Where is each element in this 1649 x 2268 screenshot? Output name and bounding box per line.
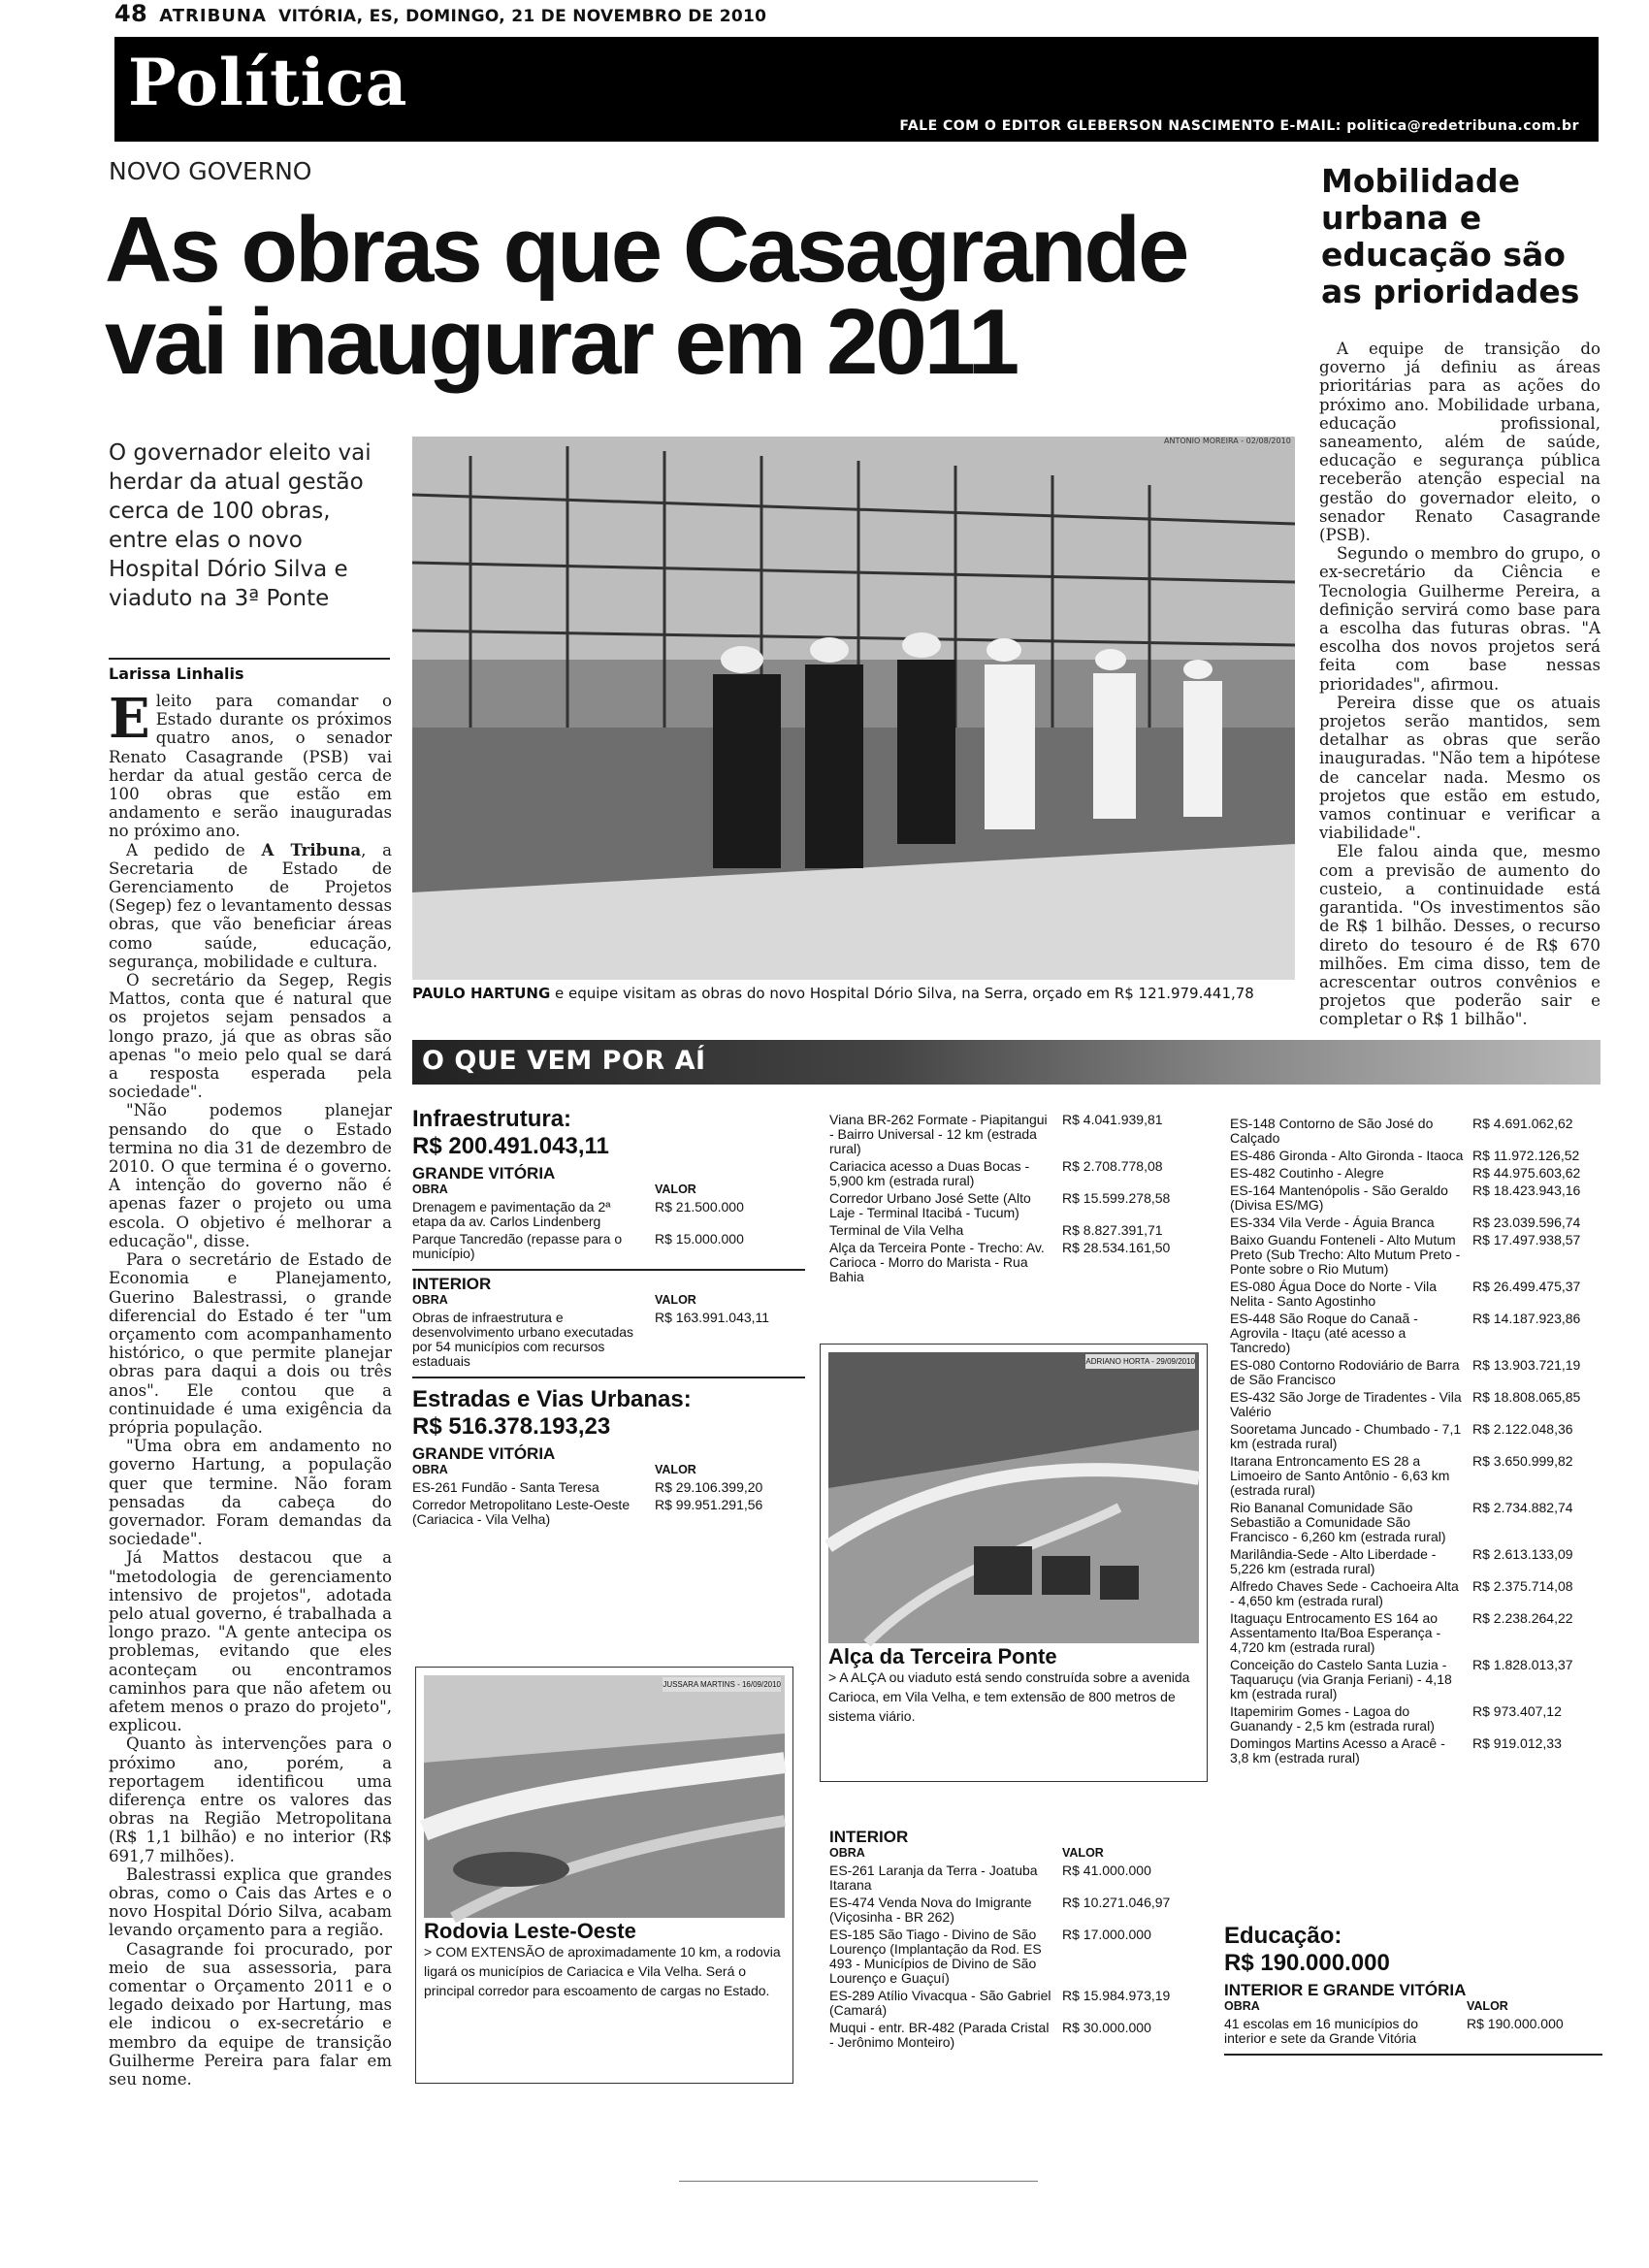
obra-cell: Terminal de Vila Velha [829, 1222, 964, 1238]
table-header [829, 1846, 1188, 1861]
table-row [1230, 1501, 1608, 1544]
table-row [412, 1200, 805, 1229]
table-row [1230, 1183, 1608, 1213]
roads-table-continued [829, 1110, 1188, 1284]
valor-cell: R$ 17.497.938,57 [1472, 1232, 1581, 1247]
valor-cell: R$ 23.039.596,74 [1472, 1215, 1581, 1230]
highway-illustration [424, 1675, 785, 1918]
table-header [1224, 1999, 1602, 2014]
obra-cell: ES-080 Contorno Rodoviário de Barra de São Francisco [1230, 1357, 1460, 1387]
article-paragraph [109, 687, 392, 841]
divider [412, 1269, 805, 1271]
table-row [1224, 2017, 1602, 2046]
valor-header: VALOR [655, 1183, 696, 1196]
article-paragraph: Casagrande foi procurado, por meio de sua assessoria, para comentar o Orçamento 2011 e o legado deixado por Hartung, mas ele indicou o ex-secretário e membro da equipe de transição Guilherme Pereira para falar em seu nome. [109, 1939, 392, 2090]
table-row [1230, 1312, 1608, 1355]
obra-cell: Alfredo Chaves Sede - Cachoeira Alta - 4,650 km (estrada rural) [1230, 1578, 1459, 1608]
table-row [412, 1311, 805, 1369]
obra-cell: Muqui - entr. BR-482 (Parada Cristal - Jerônimo Monteiro) [829, 2020, 1050, 2050]
sidebar-paragraph: A equipe de transição do governo já definiu as áreas prioritárias para as ações do próximo ano. Mobilidade urbana, educação profissional, saneamento, além de saúde, educação e segurança pública receberão atenção especial na gestão do governador eleito, o senador Renato Casagrande (PSB). [1319, 340, 1600, 545]
obra-cell: Rio Bananal Comunidade São Sebastião a Comunidade São Francisco - 6,260 km (estrada rural) [1230, 1500, 1446, 1544]
category-total: R$ 200.491.043,11 [412, 1133, 609, 1159]
obra-cell: Itapemirim Gomes - Lagoa do Guanandy - 2,5 km (estrada rural) [1230, 1703, 1435, 1733]
obra-header: OBRA [829, 1846, 865, 1860]
drop-cap: E [109, 687, 150, 751]
valor-cell: R$ 8.827.391,71 [1062, 1222, 1163, 1238]
article-paragraph: Para o secretário de Estado de Economia e Planejamento, Guerino Balestrassi, o grande diferencial do Estado é ter "um orçamento com acompanhamento histórico, o que permite planejar obras para daqui a dois ou três anos". Ele contou que a continuidade é uma exigência da própria população. [109, 1250, 392, 1437]
category-title: Educação: [1224, 1923, 1342, 1949]
section-bar-title: O QUE VEM POR AÍ [422, 1046, 706, 1076]
article-paragraph: "Não podemos planejar pensando do que o Estado termina no dia 31 de dezembro de 2010. O que termina é o governo. A intenção do governo não é apenas fazer o projeto ou uma escola. O objetivo é melhorar a educação", disse. [109, 1101, 392, 1250]
education-table [1224, 1923, 1602, 2056]
newspaper-mention: A Tribuna [261, 839, 362, 859]
table-row [829, 2021, 1188, 2050]
valor-cell: R$ 2.122.048,36 [1472, 1421, 1573, 1437]
category-total: R$ 516.378.193,23 [412, 1413, 611, 1440]
valor-cell: R$ 190.000.000 [1467, 2016, 1564, 2031]
valor-cell: R$ 2.613.133,09 [1472, 1546, 1573, 1562]
byline: Larissa Linhalis [109, 658, 390, 683]
obra-header: OBRA [412, 1463, 448, 1476]
table-row [412, 1498, 805, 1527]
obra-cell: ES-185 São Tiago - Divino de São Lourenço (Implantação da Rod. ES 493 - Municípios de Divino de São Lourenço e Guaçuí) [829, 1927, 1042, 1986]
table-header [412, 1293, 805, 1308]
table-row [829, 1895, 1188, 1925]
valor-cell: R$ 919.012,33 [1472, 1735, 1562, 1751]
article-paragraph: Já Mattos destacou que a "metodologia de gerenciamento intensivo de projetos", adotada pelo atual governo, é trabalhada a longo prazo. "A gente antecipa os problemas, evitando que eles aconteçam ou encontramos caminhos para que não afetem ou afetem menos o prazo do projeto", explicou. [109, 1548, 392, 1735]
obra-cell: ES-482 Coutinho - Alegre [1230, 1165, 1384, 1181]
obra-cell: Alça da Terceira Ponte - Trecho: Av. Carioca - Morro do Marista - Rua Bahia [829, 1240, 1045, 1284]
obra-cell: ES-474 Venda Nova do Imigrante (Viçosinha - BR 262) [829, 1895, 1032, 1925]
table-header [412, 1183, 805, 1197]
table-row [1230, 1215, 1608, 1230]
roads-interior-rows-2 [1230, 1117, 1608, 1766]
construction-site-illustration [412, 437, 1295, 980]
valor-cell: R$ 15.984.973,19 [1062, 1988, 1171, 2003]
table-row [1230, 1149, 1608, 1163]
table-row [1230, 1547, 1608, 1576]
region-label: INTERIOR [412, 1275, 492, 1293]
obra-cell: ES-080 Água Doce do Norte - Vila Nelita - Santo Agostinho [1230, 1279, 1437, 1309]
caption-lead: PAULO HARTUNG [412, 985, 551, 1002]
obra-cell: Drenagem e pavimentação da 2ª etapa da av. Carlos Lindenberg [412, 1199, 611, 1229]
editor-contact: FALE COM O EDITOR GLEBERSON NASCIMENTO E-MAIL: politica@redetribuna.com.br [899, 118, 1579, 134]
caption-text: e equipe visitam as obras do novo Hospital Dório Silva, na Serra, orçado em R$ 121.979.441,78 [550, 985, 1254, 1002]
valor-cell: R$ 28.534.161,50 [1062, 1240, 1171, 1255]
page-folio [114, 0, 767, 27]
article-paragraph: "Uma obra em andamento no governo Hartung, a população quer que termine. Não foram pensadas da cabeça do governador. Foram demandas da sociedade". [109, 1437, 392, 1549]
table-header [412, 1463, 805, 1477]
table-row [1230, 1454, 1608, 1498]
valor-cell: R$ 29.106.399,20 [655, 1479, 763, 1495]
table-row [1230, 1736, 1608, 1766]
category-total: R$ 190.000.000 [1224, 1950, 1390, 1976]
obra-cell: 41 escolas em 16 municípios do interior e sete da Grande Vitória [1224, 2016, 1418, 2046]
page-number: 48 [114, 0, 147, 27]
obra-cell: Sooretama Juncado - Chumbado - 7,1 km (estrada rural) [1230, 1421, 1462, 1451]
table-row [1230, 1658, 1608, 1701]
table-row [1230, 1117, 1608, 1146]
page-footer-rule [679, 2181, 1038, 2182]
valor-cell: R$ 15.000.000 [655, 1231, 744, 1247]
table-row [829, 1989, 1188, 2018]
education-rows [1224, 2017, 1602, 2046]
section-bar [412, 1040, 1600, 1085]
table-row [829, 1159, 1188, 1188]
divider [412, 1377, 805, 1378]
main-article-body [109, 687, 392, 2090]
obra-cell: Parque Tancredão (repasse para o município) [412, 1231, 623, 1261]
rodovia-photo-box [415, 1667, 793, 2084]
valor-cell: R$ 4.691.062,62 [1472, 1116, 1573, 1131]
valor-cell: R$ 2.238.264,22 [1472, 1610, 1573, 1626]
valor-header: VALOR [1062, 1846, 1104, 1860]
table-row [1230, 1579, 1608, 1608]
rodovia-photo [424, 1675, 785, 1918]
obra-cell: Conceição do Castelo Santa Luzia - Taquaruçu (via Granja Feriani) - 4,18 km (estrada rural) [1230, 1657, 1452, 1701]
paragraph-text: A pedido de [126, 840, 262, 859]
valor-cell: R$ 1.828.013,37 [1472, 1657, 1573, 1672]
sidebar-paragraph: Ele falou ainda que, mesmo com a previsão de aumento do custeio, a continuidade está garantida. "Os investimentos são de R$ 1 bilhão. Desses, o recurso direto do tesouro é de R$ 670 milhões. Em cima disso, tem de acrescentar outros convênios e projetos que poderão sair e completar o R$ 1 bilhão". [1319, 842, 1600, 1029]
obra-header: OBRA [412, 1293, 448, 1307]
sidebar-paragraph: Pereira disse que os atuais projetos serão mantidos, sem detalhar as obras que serão inauguradas. "Não tem a hipótese de cancelar nada. Mesmo os projetos que estão em estudo, vamos continuar e verificar a viabilidade". [1319, 693, 1600, 843]
table-row [1230, 1233, 1608, 1277]
table-row [829, 1241, 1188, 1284]
table-row [1230, 1358, 1608, 1387]
valor-cell: R$ 973.407,12 [1472, 1703, 1562, 1719]
obra-cell: Viana BR-262 Formate - Piapitangui - Bairro Universal - 12 km (estrada rural) [829, 1112, 1048, 1156]
table-row [412, 1232, 805, 1261]
valor-header: VALOR [655, 1463, 696, 1476]
table-row [1230, 1280, 1608, 1309]
region-label: INTERIOR [829, 1828, 909, 1846]
kicker: NOVO GOVERNO [109, 157, 312, 185]
headline: As obras que Casagrande vai inaugurar em 2011 [105, 198, 1187, 394]
obra-cell: ES-334 Vila Verde - Águia Branca [1230, 1215, 1435, 1230]
roads-gv-rows-2 [829, 1113, 1188, 1284]
photo-credit: JUSSARA MARTINS - 16/09/2010 [663, 1677, 781, 1692]
valor-cell: R$ 44.975.603,62 [1472, 1165, 1581, 1181]
table-row [1230, 1166, 1608, 1181]
roads-interior-table [829, 1824, 1188, 2050]
roads-interior-table-2 [1230, 1114, 1608, 1766]
valor-cell: R$ 17.000.000 [1062, 1927, 1151, 1942]
valor-cell: R$ 13.903.721,19 [1472, 1357, 1581, 1373]
alca-photo-box [820, 1344, 1208, 1782]
infra-interior-rows [412, 1311, 805, 1369]
table-row [412, 1480, 805, 1495]
valor-cell: R$ 41.000.000 [1062, 1863, 1151, 1878]
table-row [1230, 1704, 1608, 1733]
obra-cell: Cariacica acesso a Duas Bocas - 5,900 km (estrada rural) [829, 1158, 1030, 1188]
category-title: Infraestrutura: [412, 1106, 572, 1132]
valor-cell: R$ 18.808.065,85 [1472, 1389, 1581, 1405]
obra-cell: Itaguaçu Entrocamento ES 164 ao Assentamento Ita/Boa Esperança - 4,720 km (estrada rural) [1230, 1610, 1441, 1655]
valor-cell: R$ 4.041.939,81 [1062, 1112, 1163, 1127]
sidebar-paragraph: Segundo o membro do grupo, o ex-secretário da Ciência e Tecnologia Guilherme Pereira, a definição servirá como base para a escolha das futuras obras. "A escolha dos novos projetos será feita com base nessas prioridades", afirmou. [1319, 544, 1600, 694]
table-row [829, 1863, 1188, 1893]
valor-cell: R$ 21.500.000 [655, 1199, 744, 1215]
obra-cell: Corredor Urbano José Sette (Alto Laje - Terminal Itacibá - Tucum) [829, 1190, 1031, 1220]
valor-cell: R$ 18.423.943,16 [1472, 1183, 1581, 1198]
obra-cell: Domingos Martins Acesso a Aracê - 3,8 km (estrada rural) [1230, 1735, 1445, 1766]
valor-cell: R$ 2.734.882,74 [1472, 1500, 1573, 1515]
obra-cell: ES-432 São Jorge de Tiradentes - Vila Valério [1230, 1389, 1462, 1419]
valor-cell: R$ 14.187.923,86 [1472, 1311, 1581, 1326]
photo-description-text: A ALÇA ou viaduto está sendo construída sobre a avenida Carioca, em Vila Velha, e tem extensão de 800 metros de sistema viário. [828, 1669, 1190, 1724]
table-row [829, 1223, 1188, 1238]
article-paragraph: Quanto às intervenções para o próximo ano, porém, a reportagem identificou uma diferença entre os valores das obras na Região Metropolitana (R$ 1,1 bilhão) e no interior (R$ 691,7 milhões). [109, 1734, 392, 1865]
obra-cell: ES-289 Atílio Vivacqua - São Gabriel (Camará) [829, 1988, 1051, 2018]
viaduct-aerial-illustration [828, 1352, 1199, 1643]
table-row [1230, 1422, 1608, 1451]
category-title: Estradas e Vias Urbanas: [412, 1386, 692, 1412]
sidebar-headline: Mobilidade urbana e educação são as prioridades [1321, 162, 1580, 310]
alca-photo [828, 1352, 1199, 1643]
table-row [829, 1191, 1188, 1220]
roads-gv-rows [412, 1480, 805, 1527]
photo-description: > COM EXTENSÃO de aproximadamente 10 km, a rodovia ligará os municípios de Cariacica e Vila Velha. Será o principal corredor para escoamento de cargas no Estado. [424, 1944, 781, 1998]
region-label: GRANDE VITÓRIA [412, 1164, 556, 1183]
obra-cell: ES-261 Laranja da Terra - Joatuba Itarana [829, 1863, 1038, 1893]
obra-header: OBRA [412, 1183, 448, 1196]
valor-cell: R$ 30.000.000 [1062, 2020, 1151, 2035]
infrastructure-table [412, 1106, 805, 1527]
obra-cell: ES-164 Mantenópolis - São Geraldo (Divisa ES/MG) [1230, 1183, 1448, 1213]
valor-cell: R$ 11.972.126,52 [1472, 1148, 1580, 1163]
paragraph-text: leito para comandar o Estado durante os próximos quatro anos, o senador Renato Casagrande (PSB) vai herdar da atual gestão cerca de 100 obras que estão em andamento e serão inauguradas no próximo ano. [109, 692, 392, 841]
photo-credit: ADRIANO HORTA - 29/09/2010 [1085, 1354, 1195, 1369]
region-label: INTERIOR E GRANDE VITÓRIA [1224, 1981, 1467, 1999]
obra-cell: ES-448 São Roque do Canaã - Agrovila - Itaçu (até acesso a Tancredo) [1230, 1311, 1418, 1355]
photo-description: > A ALÇA ou viaduto está sendo construída sobre a avenida Carioca, em Vila Velha, e tem extensão de 800 metros de sistema viário. [828, 1669, 1190, 1724]
divider [1224, 2054, 1602, 2056]
obra-cell: ES-148 Contorno de São José do Calçado [1230, 1116, 1434, 1146]
valor-cell: R$ 163.991.043,11 [655, 1310, 770, 1325]
photo-title: Rodovia Leste-Oeste [424, 1919, 636, 1943]
valor-cell: R$ 26.499.475,37 [1472, 1279, 1581, 1294]
obra-cell: Obras de infraestrutura e desenvolvimento urbano executadas por 54 municípios com recursos estaduais [412, 1310, 634, 1369]
photo-caption [412, 985, 1305, 1002]
article-paragraph: Balestrassi explica que grandes obras, como o Cais das Artes e o novo Hospital Dório Silva, acabam levando orçamento para a região. [109, 1864, 392, 1940]
infra-gv-rows [412, 1200, 805, 1261]
obra-cell: Itarana Entroncamento ES 28 a Limoeiro de Santo Antônio - 6,63 km (estrada rural) [1230, 1453, 1450, 1498]
paragraph-text: , a Secretaria de Estado de Gerenciamento de Projetos (Segep) fez o levantamento dessas obras, que vão beneficiar áreas como saúde, educação, segurança, mobilidade e cultura. [109, 840, 392, 971]
obra-cell: Marilândia-Sede - Alto Liberdade - 5,226 km (estrada rural) [1230, 1546, 1437, 1576]
newspaper-name: ATRIBUNA [159, 6, 267, 26]
obra-cell: Baixo Guandu Fonteneli - Alto Mutum Preto (Sub Trecho: Alto Mutum Preto - Ponte sobre o Rio Mutum) [1230, 1232, 1461, 1277]
roads-interior-rows [829, 1863, 1188, 2050]
article-paragraph [109, 841, 392, 971]
valor-cell: R$ 2.708.778,08 [1062, 1158, 1163, 1174]
sidebar-article-body [1319, 340, 1600, 1029]
obra-header: OBRA [1224, 1999, 1260, 2013]
region-label: GRANDE VITÓRIA [412, 1444, 556, 1463]
obra-cell: Corredor Metropolitano Leste-Oeste (Cariacica - Vila Velha) [412, 1497, 630, 1527]
section-banner [114, 37, 1599, 142]
article-paragraph: O secretário da Segep, Regis Mattos, conta que é natural que os projetos sejam pensados a longo prazo, já que as obras são apenas "o meio pelo qual se dará a resposta esperada pela sociedade". [109, 971, 392, 1102]
valor-cell: R$ 2.375.714,08 [1472, 1578, 1573, 1594]
obra-cell: ES-261 Fundão - Santa Teresa [412, 1479, 599, 1495]
valor-cell: R$ 10.271.046,97 [1062, 1895, 1171, 1910]
valor-header: VALOR [1467, 1999, 1508, 2013]
photo-description-text: COM EXTENSÃO de aproximadamente 10 km, a rodovia ligará os municípios de Cariacica e Vila Velha. Será o principal corredor para escoamento de cargas no Estado. [424, 1944, 781, 1998]
valor-cell: R$ 15.599.278,58 [1062, 1190, 1171, 1206]
photo-title: Alça da Terceira Ponte [828, 1644, 1057, 1669]
valor-cell: R$ 99.951.291,56 [655, 1497, 763, 1512]
table-row [1230, 1390, 1608, 1419]
subheadline: O governador eleito vai herdar da atual gestão cerca de 100 obras, entre elas o novo Hospital Dório Silva e viaduto na 3ª Ponte [109, 440, 372, 611]
valor-cell: R$ 3.650.999,82 [1472, 1453, 1573, 1469]
valor-header: VALOR [655, 1293, 696, 1307]
photo-credit: ANTONIO MOREIRA - 02/08/2010 [1164, 437, 1291, 445]
hospital-construction-photo [412, 437, 1295, 980]
table-row [829, 1928, 1188, 1986]
dateline: VITÓRIA, ES, DOMINGO, 21 DE NOVEMBRO DE 2010 [278, 7, 767, 26]
table-row [1230, 1611, 1608, 1655]
table-row [829, 1113, 1188, 1156]
obra-cell: ES-486 Gironda - Alto Gironda - Itaoca [1230, 1148, 1464, 1163]
section-title: Política [128, 45, 408, 120]
